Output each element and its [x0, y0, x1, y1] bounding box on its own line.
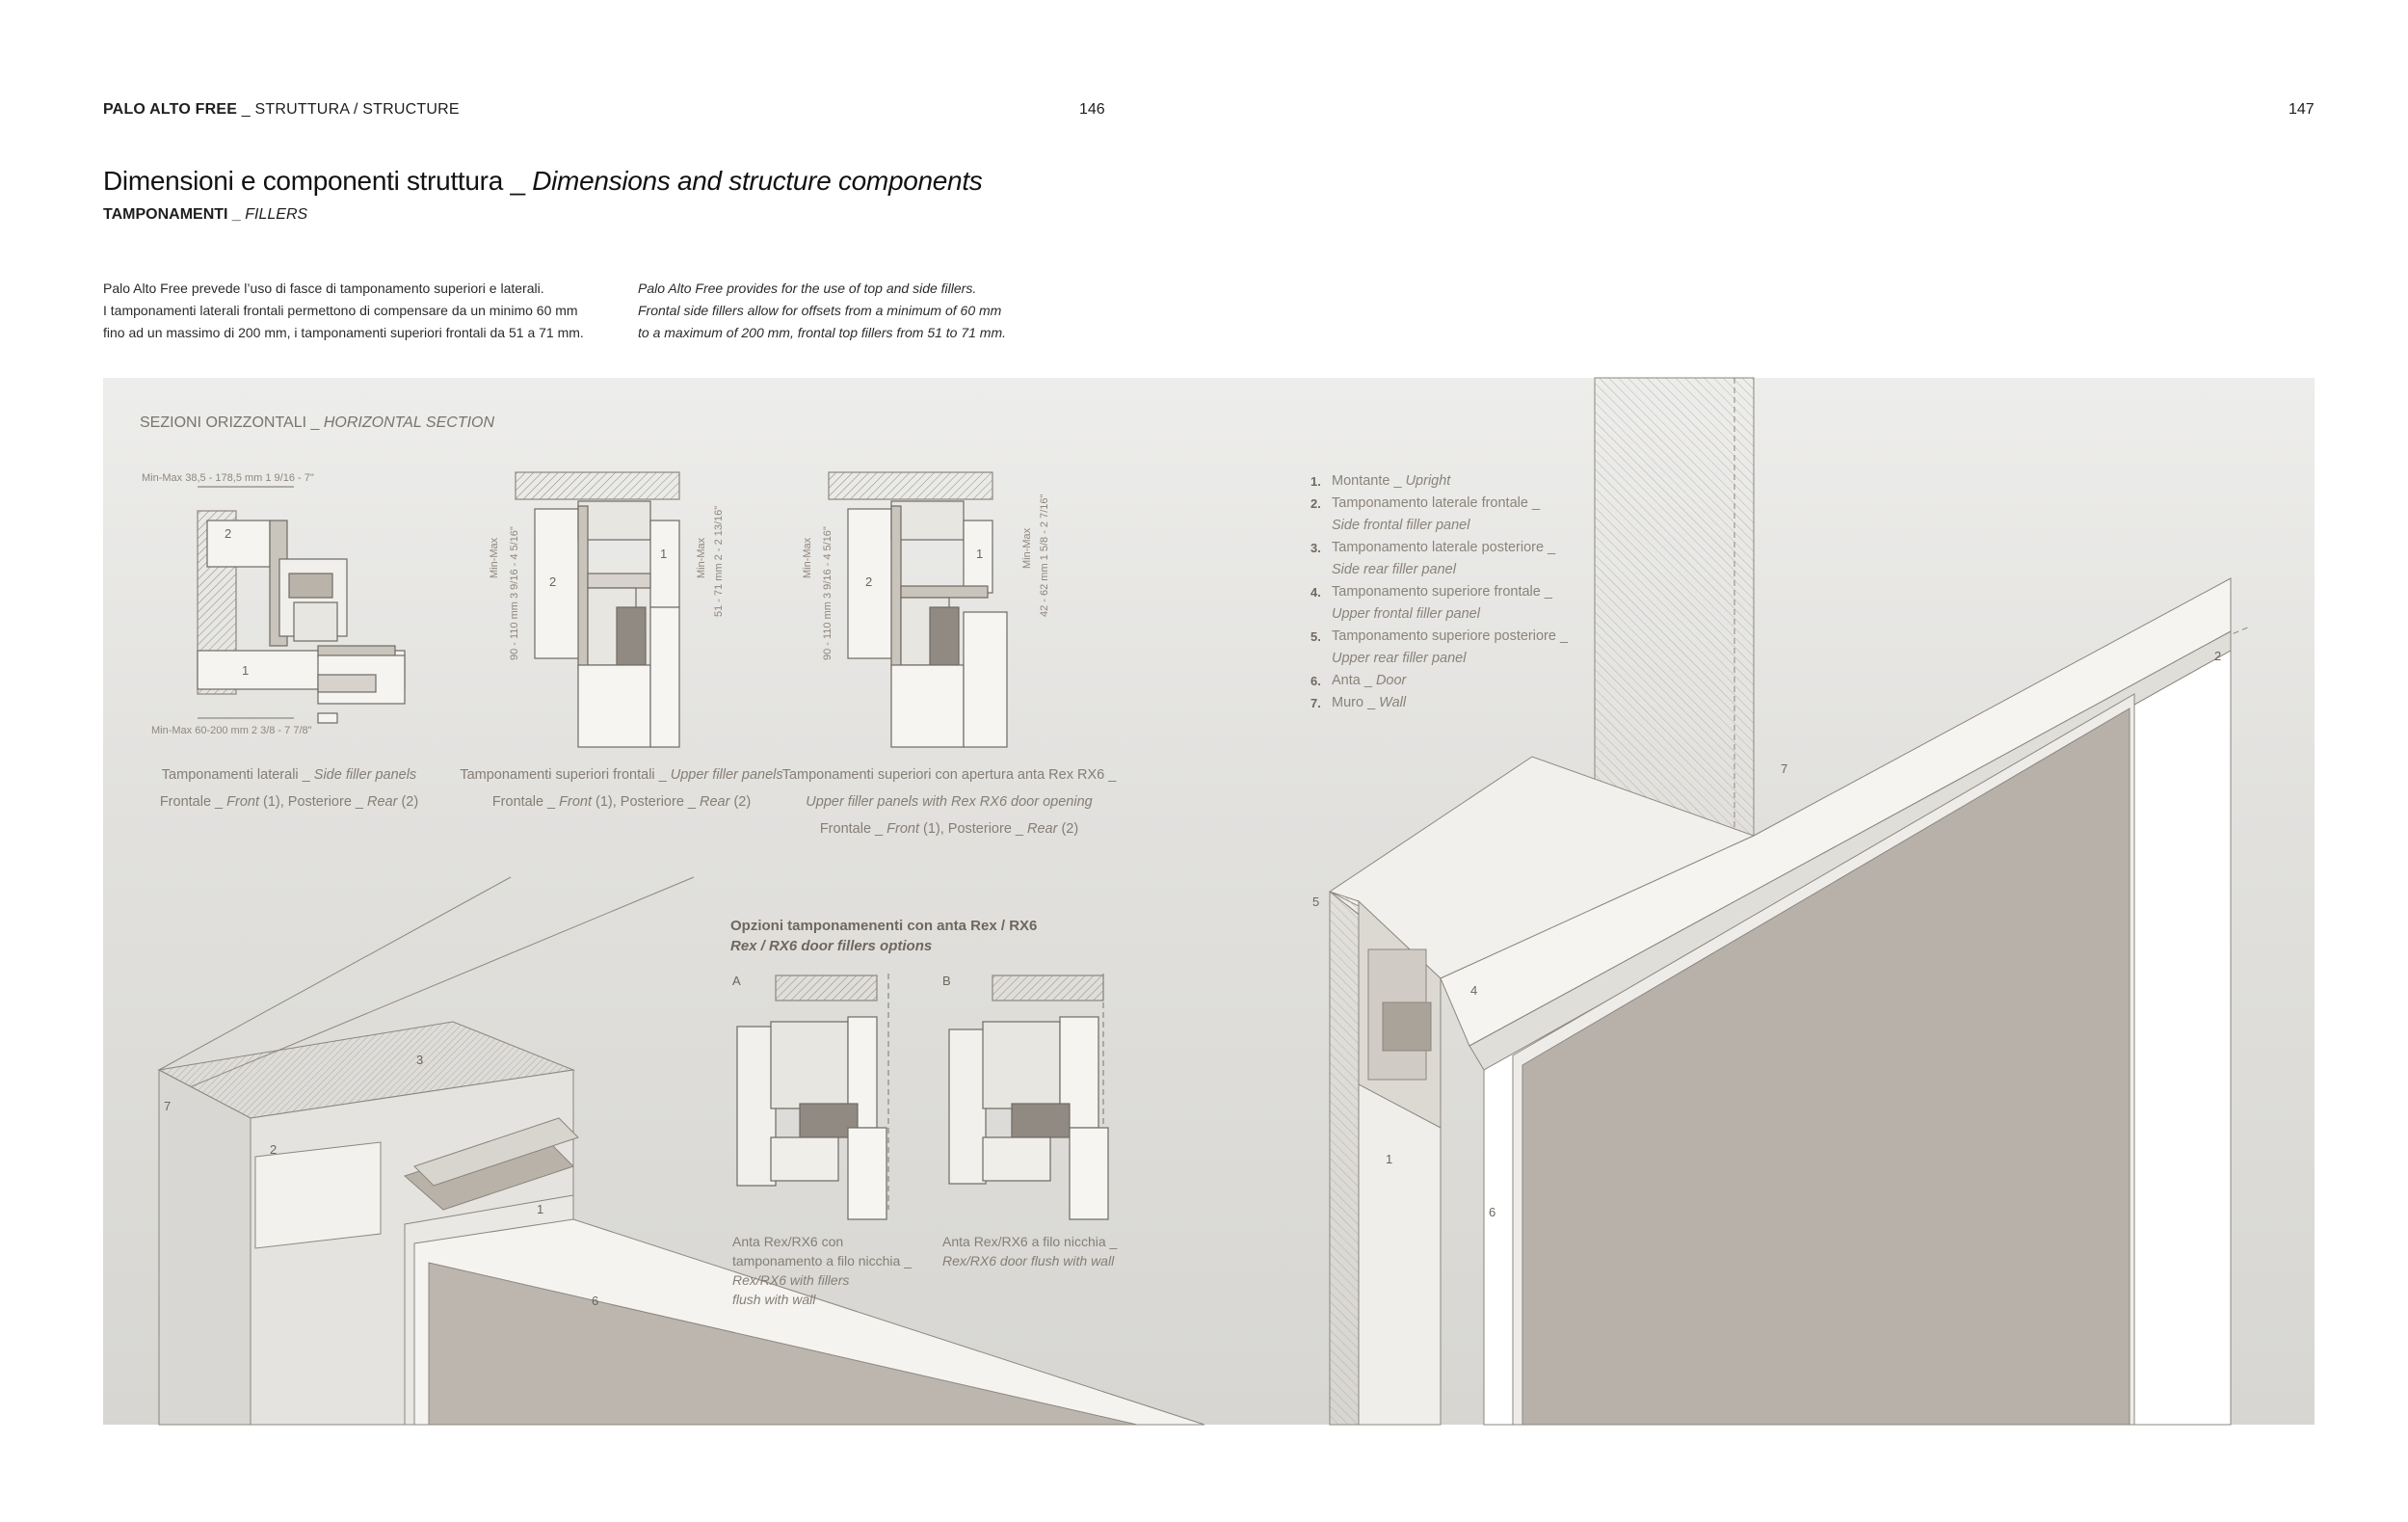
dim-side-top: Min-Max 38,5 - 178,5 mm 1 9/16 - 7": [142, 472, 314, 484]
cap-rex-2: Upper filler panels with Rex RX6 door opening: [806, 794, 1093, 810]
label-1-side: 1: [242, 663, 250, 678]
cap-side-it: Tamponamenti laterali _: [161, 767, 314, 783]
option-b-cap-1: Anta Rex/RX6 a filo nicchia _: [942, 1234, 1118, 1249]
dim-rex-right-2: 42 - 62 mm 1 5/8 - 2 7/16": [1039, 494, 1050, 617]
page-number-left: 146: [1079, 101, 1105, 118]
cap-rex-b: Front: [886, 821, 919, 837]
legend-item: 5. Tamponamento superiore posteriore _ Upper rear filler panel: [1310, 628, 1569, 666]
legend-item: 4. Tamponamento superiore frontale _ Upper frontal filler panel: [1310, 584, 1552, 622]
label-1-rex: 1: [976, 547, 984, 561]
page-number-right: 147: [2289, 101, 2315, 118]
legend-item: 2. Tamponamento laterale frontale _ Side frontal filler panel: [1310, 495, 1541, 533]
intro-en-line: Frontal side fillers allow for offsets from a minimum of 60 mm: [638, 303, 1002, 318]
intro-it-line: Palo Alto Free prevede l’uso di fasce di tamponamento superiori e laterali.: [103, 280, 544, 296]
legend-item: 3. Tamponamento laterale posteriore _ Side rear filler panel: [1310, 540, 1556, 577]
dim-upper-right: Min-Max: [696, 537, 707, 578]
cap-upper-en: Upper filler panels: [670, 767, 783, 783]
page-subtitle-en: FILLERS: [245, 206, 308, 223]
dim-rex-left-2: 90 - 110 mm 3 9/16 - 4 5/16": [822, 526, 834, 660]
iso-left-label-3: 3: [416, 1053, 424, 1067]
iso-right-label-1: 1: [1386, 1152, 1393, 1166]
label-2-side: 2: [225, 526, 232, 541]
cap-rex-e: (2): [1057, 821, 1079, 837]
cap-rex-a: Frontale _: [819, 821, 887, 837]
option-a-label: A: [732, 974, 741, 988]
legend-item: 1. Montante _ Upright: [1310, 473, 1451, 489]
option-b-label: B: [942, 974, 951, 988]
dim-upper-left: [489, 538, 500, 578]
cap-rex-d: Rear: [1027, 821, 1058, 837]
dim-side-bottom: Min-Max 60-200 mm 2 3/8 - 7 7/8": [151, 725, 312, 736]
iso-right-label-7: 7: [1781, 761, 1788, 776]
sections-title-it: SEZIONI ORIZZONTALI _: [140, 414, 324, 431]
dim-upper-left-1: Min-Max: [489, 537, 500, 578]
caption-side-fillers: [125, 761, 453, 815]
cap-upper-c: (1), Posteriore _: [591, 794, 700, 810]
sections-title-en: HORIZONTAL SECTION: [323, 414, 495, 431]
caption-rex-fillers: [766, 761, 1132, 842]
iso-left-label-1: 1: [537, 1202, 544, 1216]
option-a-cap-4: flush with wall: [732, 1292, 816, 1307]
cap-side-c: (1), Posteriore _: [258, 794, 367, 810]
legend-item: 7. Muro _ Wall: [1310, 695, 1407, 710]
options-title-it: Opzioni tamponamenenti con anta Rex / RX6: [730, 918, 1038, 934]
option-b-caption: [942, 1232, 1117, 1270]
cap-side-b: Front: [226, 794, 259, 810]
sections-title: [140, 414, 494, 432]
iso-left-label-2: 2: [270, 1142, 278, 1157]
intro-it-line: fino ad un massimo di 200 mm, i tamponamenti superiori frontali da 51 a 71 mm.: [103, 325, 584, 340]
dim-rex-left: Min-Max: [802, 537, 813, 578]
page-title-en: Dimensions and structure components: [532, 166, 983, 196]
section-drawing-upper: [516, 472, 679, 747]
section-name: _ STRUTTURA / STRUCTURE: [241, 101, 460, 118]
option-a-cap-1: Anta Rex/RX6 con: [732, 1234, 844, 1249]
option-b-cap-2: Rex/RX6 door flush with wall: [942, 1253, 1115, 1268]
option-a-cap-3: Rex/RX6 with fillers: [732, 1272, 850, 1288]
option-drawing-a: [737, 974, 888, 1219]
option-drawing-b: [949, 974, 1108, 1219]
iso-right-label-5: 5: [1312, 895, 1320, 909]
cap-side-d: Rear: [367, 794, 398, 810]
brand-name: PALO ALTO FREE: [103, 101, 238, 118]
section-drawing-rex: [829, 472, 1007, 747]
cap-rex-1: Tamponamenti superiori con apertura anta Rex RX6 _: [781, 767, 1117, 783]
options-title-en: Rex / RX6 door fillers options: [730, 938, 933, 954]
cap-rex-c: (1), Posteriore _: [918, 821, 1027, 837]
option-a-caption: [732, 1232, 912, 1309]
page-title-it: Dimensioni e componenti struttura _: [103, 166, 533, 196]
iso-left-label-6: 6: [592, 1294, 599, 1308]
cap-upper-d: Rear: [700, 794, 730, 810]
cap-side-a: Frontale _: [159, 794, 227, 810]
cap-side-en: Side filler panels: [313, 767, 417, 783]
label-2-rex: 2: [865, 574, 873, 589]
cap-upper-b: Front: [559, 794, 592, 810]
caption-upper-fillers: [438, 761, 805, 815]
option-a-cap-2: tamponamento a filo nicchia _: [732, 1253, 912, 1268]
iso-right-label-4: 4: [1470, 983, 1478, 998]
dim-rex-right: Min-Max: [1021, 527, 1033, 569]
intro-en-line: Palo Alto Free provides for the use of top and side fillers.: [638, 280, 977, 296]
dim-upper-left-2: 90 - 110 mm 3 9/16 - 4 5/16": [509, 526, 520, 660]
iso-left-label-7: 7: [164, 1099, 172, 1113]
page-subtitle-it: TAMPONAMENTI _: [103, 206, 246, 223]
dim-upper-right-2: 51 - 71 mm 2 - 2 13/16": [713, 505, 725, 617]
components-legend: [1310, 470, 1568, 714]
intro-en-line: to a maximum of 200 mm, frontal top fillers from 51 to 71 mm.: [638, 325, 1007, 340]
cap-upper-a: Frontale _: [491, 794, 560, 810]
iso-right-label-6: 6: [1489, 1205, 1496, 1219]
legend-item: 6. Anta _ Door: [1310, 673, 1407, 688]
label-2-upper: 2: [549, 574, 557, 589]
cap-upper-it: Tamponamenti superiori frontali _: [460, 767, 671, 783]
iso-right-label-2: 2: [2214, 649, 2222, 663]
cap-side-e: (2): [397, 794, 419, 810]
label-1-upper: 1: [660, 547, 668, 561]
cap-upper-e: (2): [729, 794, 752, 810]
intro-it-line: I tamponamenti laterali frontali permettono di compensare da un minimo 60 mm: [103, 303, 578, 318]
section-drawing-side: [198, 487, 405, 723]
options-title: [730, 916, 1037, 956]
